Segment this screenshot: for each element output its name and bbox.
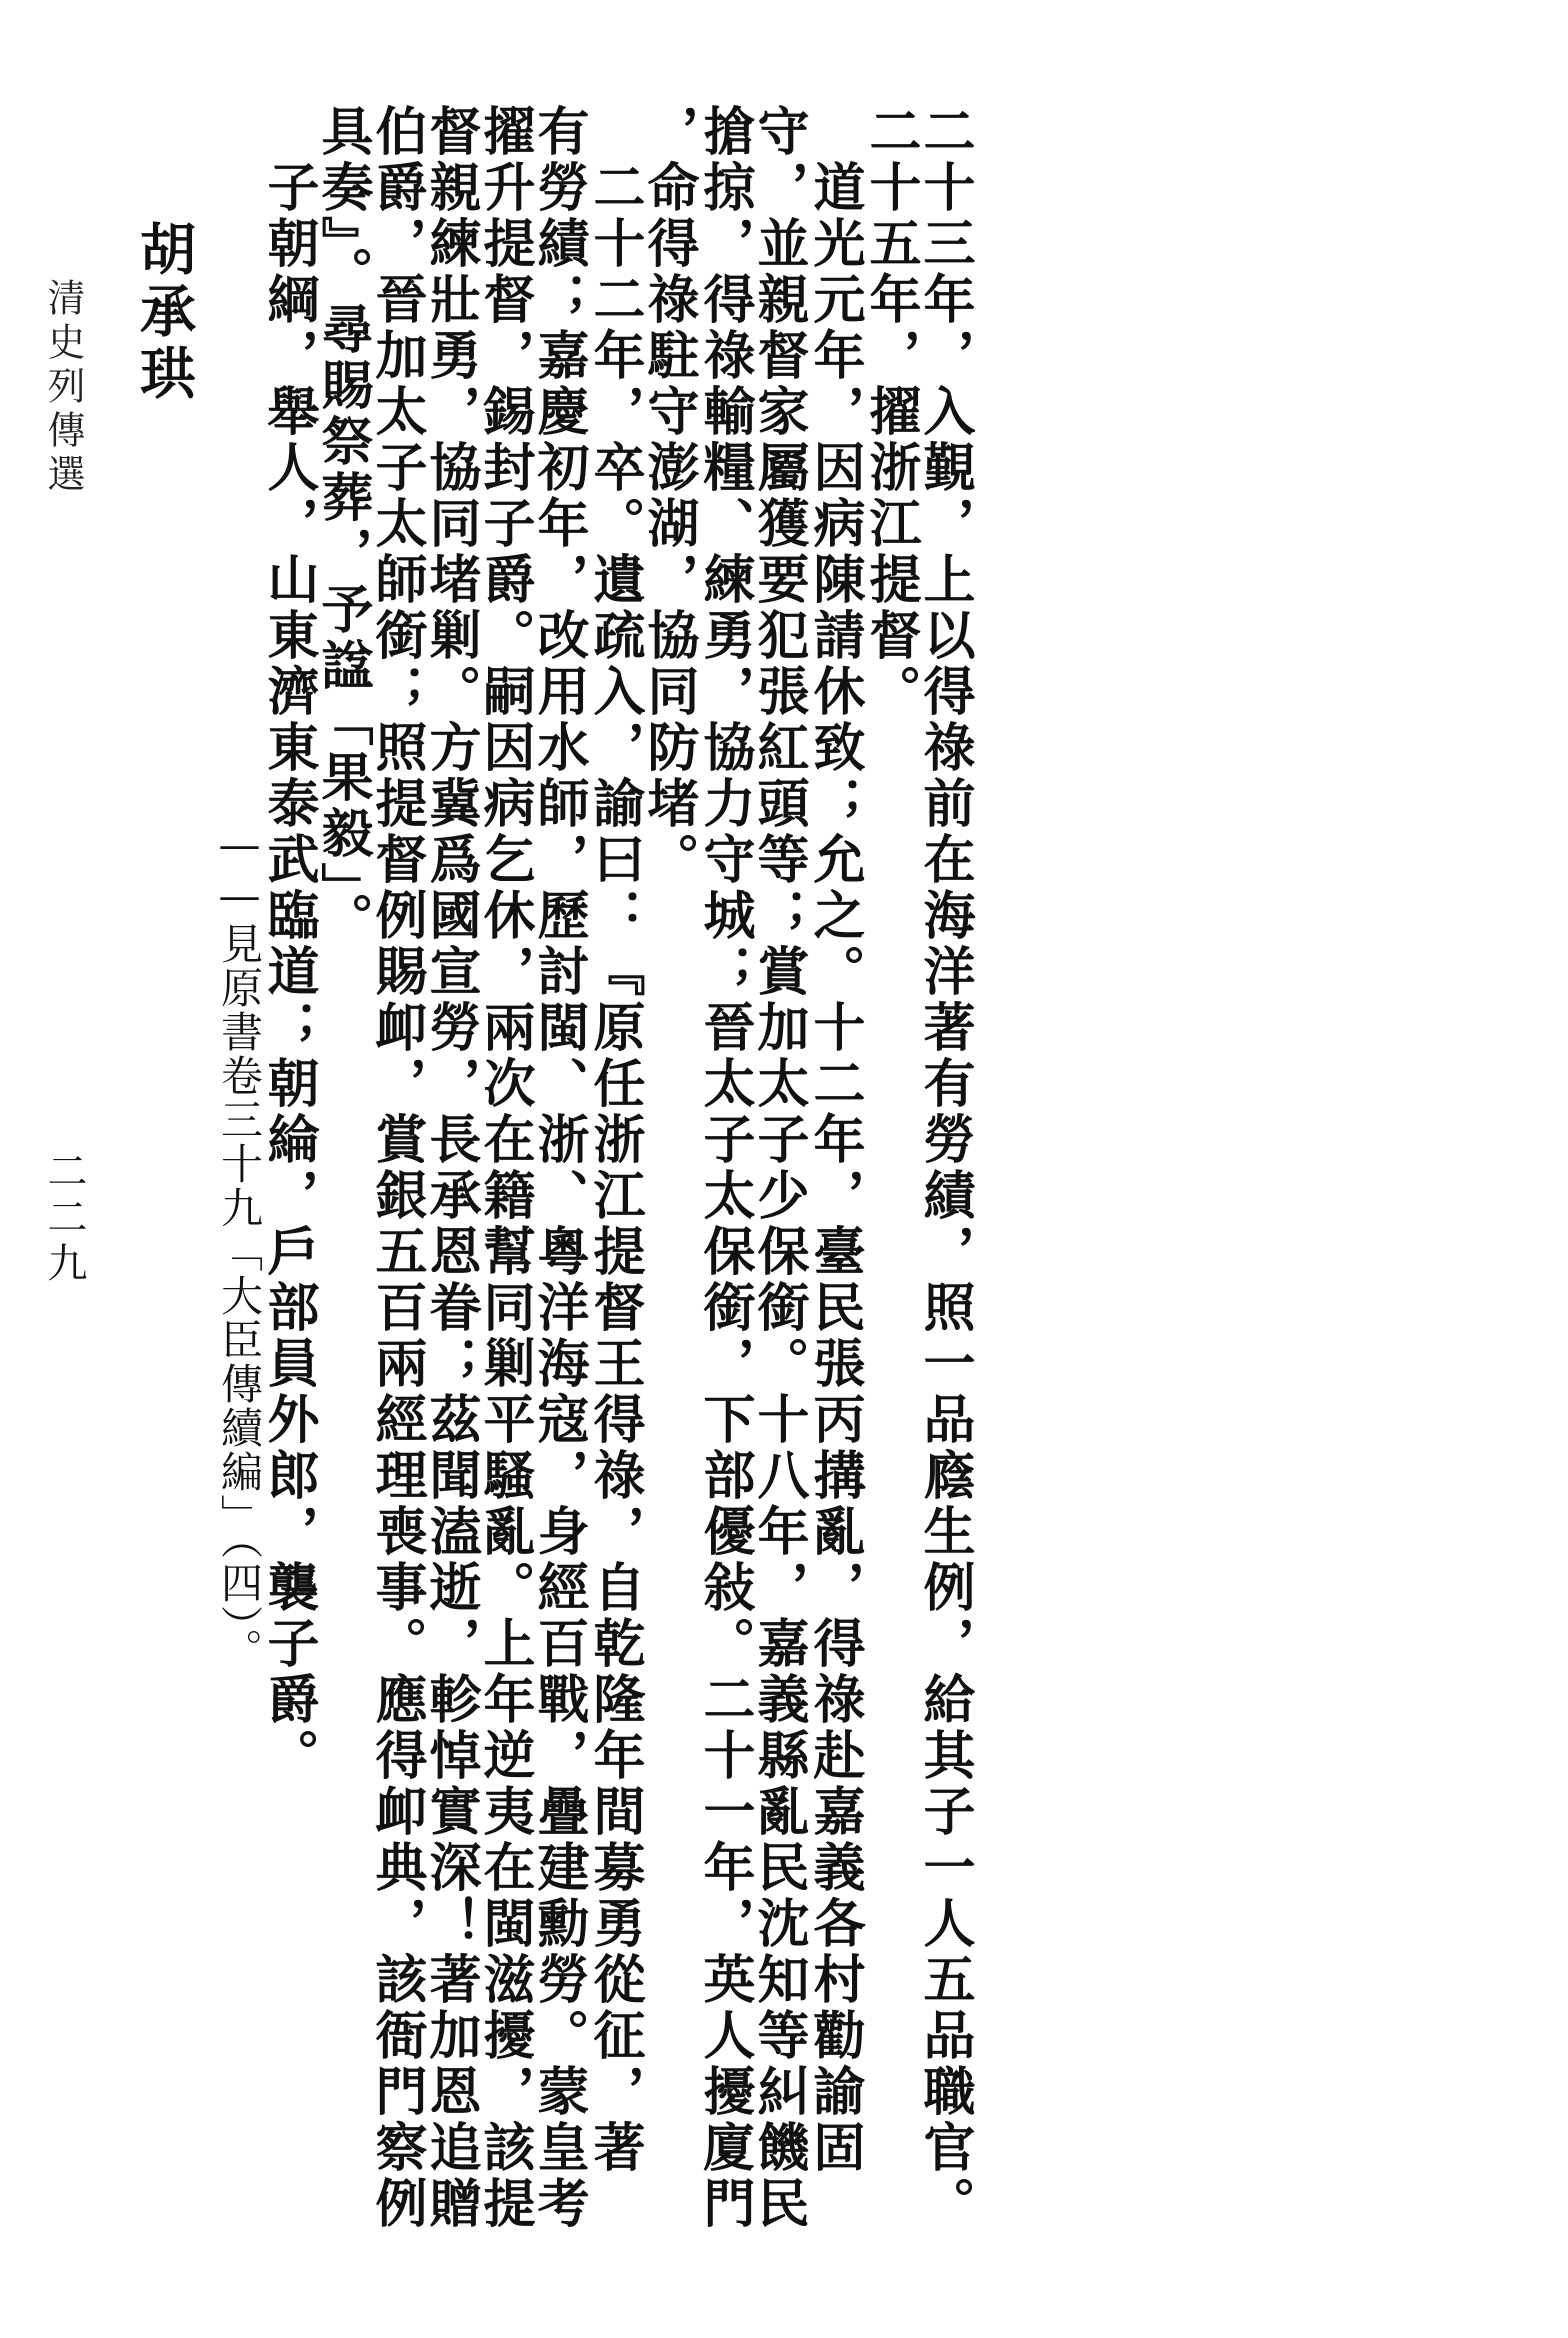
text-column-13: 子朝綱，舉人，山東濟東泰武臨道；朝綸，戶部員外郎，襲子爵。 [258, 104, 319, 1784]
section-title: 胡承珙 [131, 220, 197, 406]
text-column-7: 二十二年，卒。遺疏入，諭曰：『原任浙江提督王得祿，自乾隆年間募勇從征，著 [584, 104, 645, 2176]
text-column-12: 具奏』。尋賜祭葬，予諡「果毅」。 [312, 104, 373, 948]
source-note: ——見原書卷三十九「大臣傳續編」（四）。 [215, 820, 264, 1672]
text-column-2: 二十五年，擢浙江提督。 [860, 104, 921, 720]
text-column-8: 有勞績；嘉慶初年，改用水師，歷討閩、浙、粵洋海寇，身經百戰，疊建勳勞。蒙皇考 [528, 104, 589, 2232]
text-column-4: 守，並親督家屬獲要犯張紅頭等；賞加太子少保銜。十八年，嘉義縣亂民沈知等糾饑民 [748, 104, 809, 2232]
text-column-5: 搶掠，得祿輸糧、練勇，協力守城；晉太子太保銜，下部優敍。二十一年，英人擾廈門 [694, 104, 755, 2232]
text-column-6: ，命得祿駐守澎湖，協同防堵。 [638, 104, 699, 888]
running-title: 清史列傳選 [41, 278, 85, 498]
text-column-10: 督親練壯勇，協同堵剿。方冀爲國宣勞，長承恩眷；茲聞溘逝，軫悼實深！著加恩追贈 [420, 104, 481, 2232]
text-column-1: 二十三年，入覲，上以得祿前在海洋著有勞績，照一品廕生例，給其子一人五品職官。 [914, 104, 975, 2232]
text-column-11: 伯爵，晉加太子太師銜；照提督例賜卹，賞銀五百兩經理喪事。應得卹典，該衙門察例 [366, 104, 427, 2232]
page-number: 二二九 [41, 1150, 87, 1288]
text-column-9: 擢升提督，錫封子爵。嗣因病乞休，兩次在籍幫同剿平騷亂。上年逆夷在閩滋擾，該提 [474, 104, 535, 2232]
text-column-3: 道光元年，因病陳請休致；允之。十二年，臺民張丙搆亂，得祿赴嘉義各村勸諭固 [804, 104, 865, 2176]
